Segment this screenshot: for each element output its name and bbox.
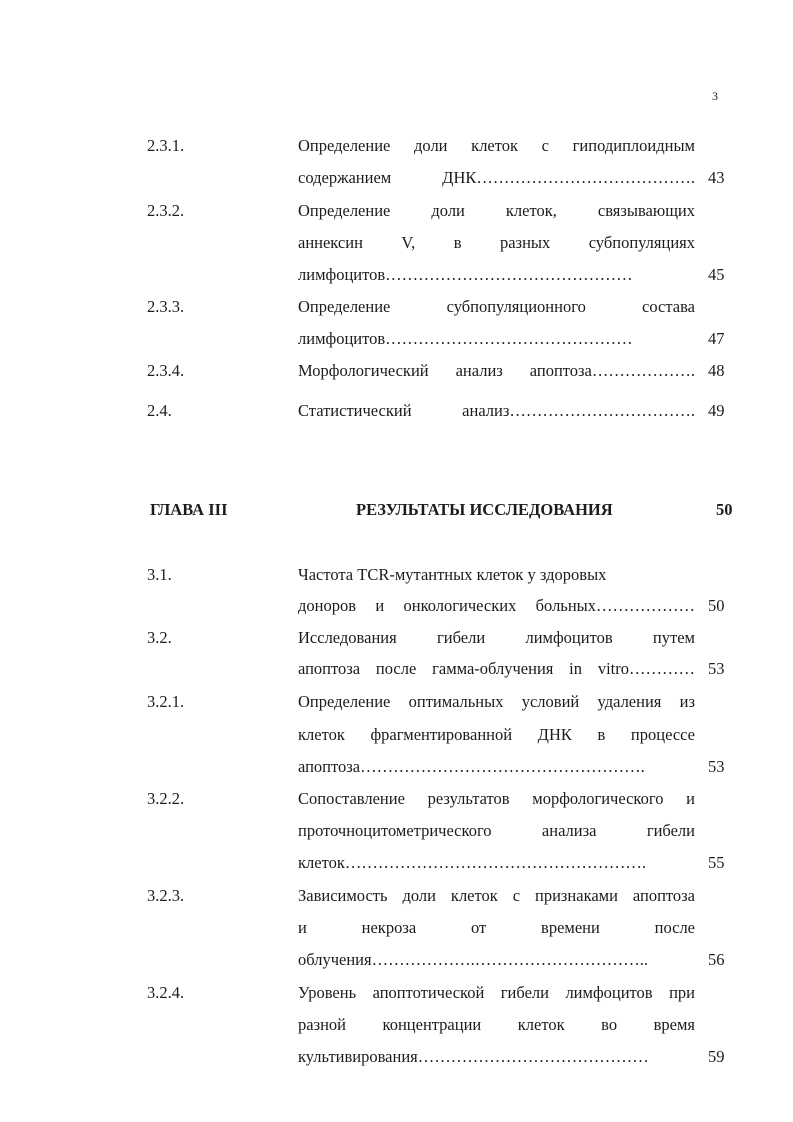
section-number: 2.3.2. [147, 201, 185, 220]
section-number: 3.2.4. [147, 983, 185, 1002]
entry-line: Определение субпопуляционного состава [298, 297, 695, 316]
page-ref: 53 [708, 757, 725, 776]
page-ref: 43 [708, 168, 725, 187]
section-number: 2.3.4. [147, 361, 185, 380]
page-ref: 55 [708, 853, 725, 872]
section-number: 2.3.1. [147, 136, 185, 155]
section-number: 2.4. [147, 401, 172, 420]
page-ref: 56 [708, 950, 725, 969]
section-number: 3.2.3. [147, 886, 185, 905]
entry-line: апоптоза……………………………………………. [298, 757, 645, 776]
entry-line: клеток………………………………………………. [298, 853, 646, 872]
chapter-page: 50 [716, 500, 733, 519]
section-number: 3.2. [147, 628, 172, 647]
page-ref: 53 [708, 659, 725, 678]
entry-line: Частота TCR-мутантных клеток у здоровых [298, 565, 607, 584]
chapter-title: РЕЗУЛЬТАТЫ ИССЛЕДОВАНИЯ [356, 500, 613, 519]
entry-line: проточноцитометрического анализа гибели [298, 821, 695, 840]
entry-line: Исследования гибели лимфоцитов путем [298, 628, 695, 647]
entry-line: апоптоза после гамма-облучения in vitro………… [298, 659, 695, 678]
page-ref: 47 [708, 329, 725, 348]
page-ref: 49 [708, 401, 725, 420]
entry-line: Определение доли клеток, связывающих [298, 201, 695, 220]
entry-line: доноров и онкологических больных……………… [298, 596, 695, 615]
section-number: 3.1. [147, 565, 172, 584]
page-ref: 48 [708, 361, 725, 380]
entry-line: содержанием ДНК…………………………………. [298, 168, 695, 187]
entry-line: Уровень апоптотической гибели лимфоцитов при [298, 983, 695, 1002]
entry-line: клеток фрагментированной ДНК в процессе [298, 725, 695, 744]
entry-line: Морфологический анализ апоптоза………………. [298, 361, 695, 380]
page-ref: 59 [708, 1047, 725, 1066]
entry-line: Определение оптимальных условий удаления из [298, 692, 695, 711]
entry-line: Зависимость доли клеток с признаками апоптоза [298, 886, 695, 905]
entry-line: и некроза от времени после [298, 918, 695, 937]
section-number: 2.3.3. [147, 297, 185, 316]
entry-line: культивирования…………………………………… [298, 1047, 649, 1066]
page-number: 3 [712, 89, 718, 103]
entry-line: аннексин V, в разных субпопуляциях [298, 233, 695, 252]
page-ref: 45 [708, 265, 725, 284]
page-ref: 50 [708, 596, 725, 615]
section-number: 3.2.1. [147, 692, 185, 711]
entry-line: Определение доли клеток с гиподиплоидным [298, 136, 695, 155]
chapter-label: ГЛАВА III [150, 500, 228, 519]
section-number: 3.2.2. [147, 789, 185, 808]
entry-line: лимфоцитов……………………………………… [298, 329, 633, 348]
entry-line: лимфоцитов……………………………………… [298, 265, 633, 284]
entry-line: Статистический анализ……………………………. [298, 401, 695, 420]
entry-line: Сопоставление результатов морфологического и [298, 789, 695, 808]
entry-line: облучения……………….………………………….. [298, 950, 648, 969]
entry-line: разной концентрации клеток во время [298, 1015, 695, 1034]
